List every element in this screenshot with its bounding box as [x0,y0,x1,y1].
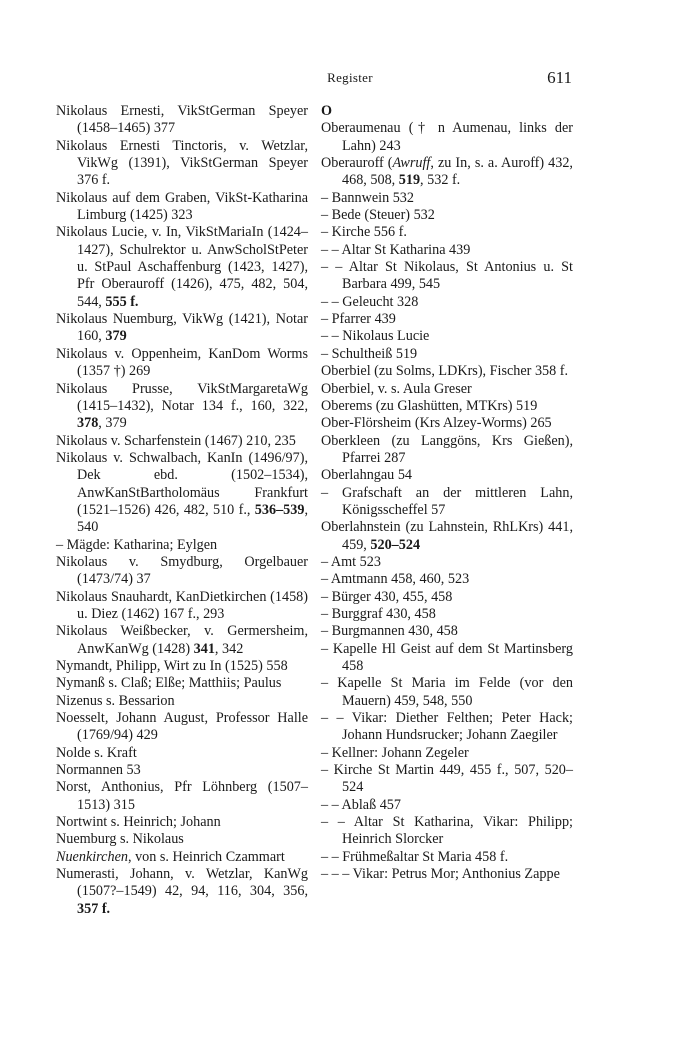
index-entry [321,623,573,640]
entry-text: – – Altar St Katharina, Vikar: Philipp; Heinrich Slorcker [321,814,573,848]
entry-text: – Burggraf 430, 458 [321,605,436,622]
entry-text: – – Altar St Nikolaus, St Antonius u. St Barbara 499, 545 [321,259,573,293]
index-entry [56,311,308,346]
index-entry [56,554,308,589]
index-entry [56,433,308,450]
index-entry [321,571,573,588]
entry-text: Nikolaus v. Oppenheim, KanDom Worms (1357 †) 269 [56,345,308,380]
entry-text: Nymanß s. Claß; Elße; Matthiis; Paulus [56,675,282,692]
index-entry [56,537,308,554]
index-entry [321,519,573,554]
index-entry [56,779,308,814]
entry-text: Noesselt, Johann August, Professor Halle (1769/94) 429 [56,710,308,744]
index-entry [321,259,573,294]
index-entry [321,294,573,311]
entry-text: Nikolaus v. Scharfenstein (1467) 210, 235 [56,432,296,449]
entry-text: Oberlahngau 54 [321,467,413,484]
index-entry [321,363,573,380]
entry-text: – Kellner: Johann Zegeler [321,744,469,761]
entry-text: Oberbiel (zu Solms, LDKrs), Fischer 358 f. [321,363,569,380]
entry-text: Nikolaus auf dem Graben, VikSt-Katharina Limburg (1425) 323 [56,189,308,224]
entry-text: – Bede (Steuer) 532 [321,207,435,224]
bold-page-ref: 357 f. [77,900,111,917]
entry-text: – Bürger 430, 455, 458 [321,588,453,605]
entry-text: , 540 [77,501,308,536]
index-entry [321,190,573,207]
entry-text: – Schultheiß 519 [321,345,418,362]
entry-text: Oberkleen (zu Langgöns, Krs Gießen), Pfarrei 287 [321,432,573,466]
index-entry [56,589,308,624]
entry-text: – – Geleucht 328 [321,293,419,310]
index-entry [321,866,573,883]
entry-text: – Burgmannen 430, 458 [321,623,458,640]
index-entry [321,207,573,224]
entry-text: Nuemburg s. Nikolaus [56,831,184,848]
index-entry [321,415,573,432]
index-entry [321,224,573,241]
entry-text: Normannen 53 [56,762,141,779]
entry-text: Nikolaus Ernesti Tinctoris, v. Wetzlar, VikWg (1391), VikStGerman Speyer 376 f. [56,137,308,189]
entry-text: – Amt 523 [321,553,381,570]
entry-text: – Kapelle St Maria im Felde (vor den Mauern) 459, 548, 550 [321,675,573,709]
entry-text: – Amtmann 458, 460, 523 [321,571,470,588]
entry-text: Norst, Anthonius, Pfr Löhnberg (1507–1513) 315 [56,779,308,813]
index-entry [56,224,308,311]
index-entry [321,120,573,155]
entry-text: – Kapelle Hl Geist auf dem St Martinsberg 458 [321,640,573,674]
index-entry [56,710,308,745]
bold-page-ref: 536–539 [254,501,305,518]
bold-page-ref: 341 [193,640,215,657]
index-entry [321,745,573,762]
entry-text: , 532 f. [420,172,461,189]
index-entries-right [321,120,573,883]
index-entry [56,675,308,692]
entry-text: – Kirche St Martin 449, 455 f., 507, 520–524 [321,762,573,796]
entry-text: – – Frühmeßaltar St Maria 458 f. [321,848,509,865]
entry-text: Nikolaus Prusse, VikStMargaretaWg (1415–1432), Notar 134 f., 160, 322, [56,380,308,414]
index-entry [56,623,308,658]
entry-text: Nikolaus Ernesti, VikStGerman Speyer (1458–1465) 377 [56,103,308,137]
entry-text: , zu In, s. a. Auroff) 432, 468, 508, [342,155,573,189]
entry-text: Oberems (zu Glashütten, MTKrs) 519 [321,397,538,414]
index-entry [321,797,573,814]
bold-page-ref: 555 f. [105,293,139,310]
index-entry [56,745,308,762]
index-entry [321,710,573,745]
entry-text: Nortwint s. Heinrich; Johann [56,814,221,831]
entry-text: Oberlahnstein (zu Lahnstein, RhLKrs) 441, 459, [321,519,573,553]
index-entry [56,450,308,537]
page-number: 611 [547,68,572,87]
index-entry [321,485,573,520]
index-column-left [56,103,308,918]
entry-text: – – Altar St Katharina 439 [321,241,471,258]
index-entry [56,866,308,918]
entry-text: – Bannwein 532 [321,189,414,206]
bold-page-ref: 520–524 [370,536,421,553]
index-entry [56,658,308,675]
entry-text: Nikolaus v. Schwalbach, KanIn (1496/97), Dek ebd. (1502–1534), AnwKanStBartholomäus Frankfurt (1521–1526) 426, 482, 510 f., [56,449,308,518]
index-entry [321,762,573,797]
entry-text: Nikolaus v. Smydburg, Orgelbauer (1473/74) 37 [56,553,308,588]
running-title: Register [327,70,373,85]
index-entry [56,190,308,225]
running-head [0,68,700,88]
index-entry [321,433,573,468]
index-entry [321,589,573,606]
entry-text: – – Ablaß 457 [321,796,401,813]
entry-text: Ober-Flörsheim (Krs Alzey-Worms) 265 [321,415,552,432]
index-entry [321,675,573,710]
index-entry [321,606,573,623]
entry-text: Nikolaus Nuemburg, VikWg (1421), Notar 160, [56,311,308,345]
entry-text: Numerasti, Johann, v. Wetzlar, KanWg (1507?–1549) 42, 94, 116, 304, 356, [56,866,308,900]
index-entry [56,849,308,866]
index-entry [321,328,573,345]
entry-text: Nizenus s. Bessarion [56,692,175,709]
index-entry [321,311,573,328]
entry-text: – Pfarrer 439 [321,311,396,328]
entry-text: Oberaumenau († n Aumenau, links der Lahn) 243 [321,120,573,154]
entry-text: Nolde s. Kraft [56,744,137,761]
entry-text: – Grafschaft an der mittleren Lahn, Königsscheffel 57 [321,484,573,518]
index-column-right [321,103,573,883]
italic-term: Awruff [392,155,431,172]
entry-text: – – – Vikar: Petrus Mor; Anthonius Zappe [321,866,560,883]
entry-text: – – Vikar: Diether Felthen; Peter Hack; Johann Hundsrucker; Johann Zaegiler [321,710,573,744]
entry-text: Oberbiel, v. s. Aula Greser [321,380,472,397]
entry-text: Nikolaus Snauhardt, KanDietkirchen (1458) u. Diez (1462) 167 f., 293 [56,588,308,622]
entry-text: , 342 [214,640,244,657]
index-entry [56,831,308,848]
bold-page-ref: 379 [105,328,127,345]
entry-text: , von s. Heinrich Czammart [127,848,285,865]
entry-text: – Mägde: Katharina; Eylgen [56,536,218,553]
index-entry [321,346,573,363]
section-letter: O [321,103,333,119]
index-entry [321,467,573,484]
index-entry [56,103,308,138]
index-entry [56,381,308,433]
index-entry [321,155,573,190]
entry-text: – – Nikolaus Lucie [321,328,430,345]
italic-term: Nuenkirchen [56,848,128,865]
index-entry [56,693,308,710]
index-entry [321,849,573,866]
index-entry [321,641,573,676]
index-entry [321,381,573,398]
index-entry [56,346,308,381]
entry-text: Nikolaus Lucie, v. In, VikStMariaIn (1424–1427), Schulrektor u. AnwScholStPeter u. StPaul Aschaffenburg (1423, 1427), Pfr Oberauroff (1426), 475, 482, 504, 544, [56,224,308,310]
bold-page-ref: 519 [398,172,421,189]
index-entry [321,398,573,415]
index-entry [56,762,308,779]
entry-text: – Kirche 556 f. [321,224,407,241]
entry-text: Nymandt, Philipp, Wirt zu In (1525) 558 [56,658,288,674]
index-entry [56,138,308,190]
entry-text: Oberauroff ( [321,155,393,172]
bold-page-ref: 378 [77,415,99,432]
index-entry [321,554,573,571]
index-entry [321,814,573,849]
entry-text: Nikolaus Weißbecker, v. Germersheim, AnwKanWg (1428) [56,623,308,657]
index-entry [321,242,573,259]
index-entry [56,814,308,831]
entry-text: , 379 [98,415,127,432]
